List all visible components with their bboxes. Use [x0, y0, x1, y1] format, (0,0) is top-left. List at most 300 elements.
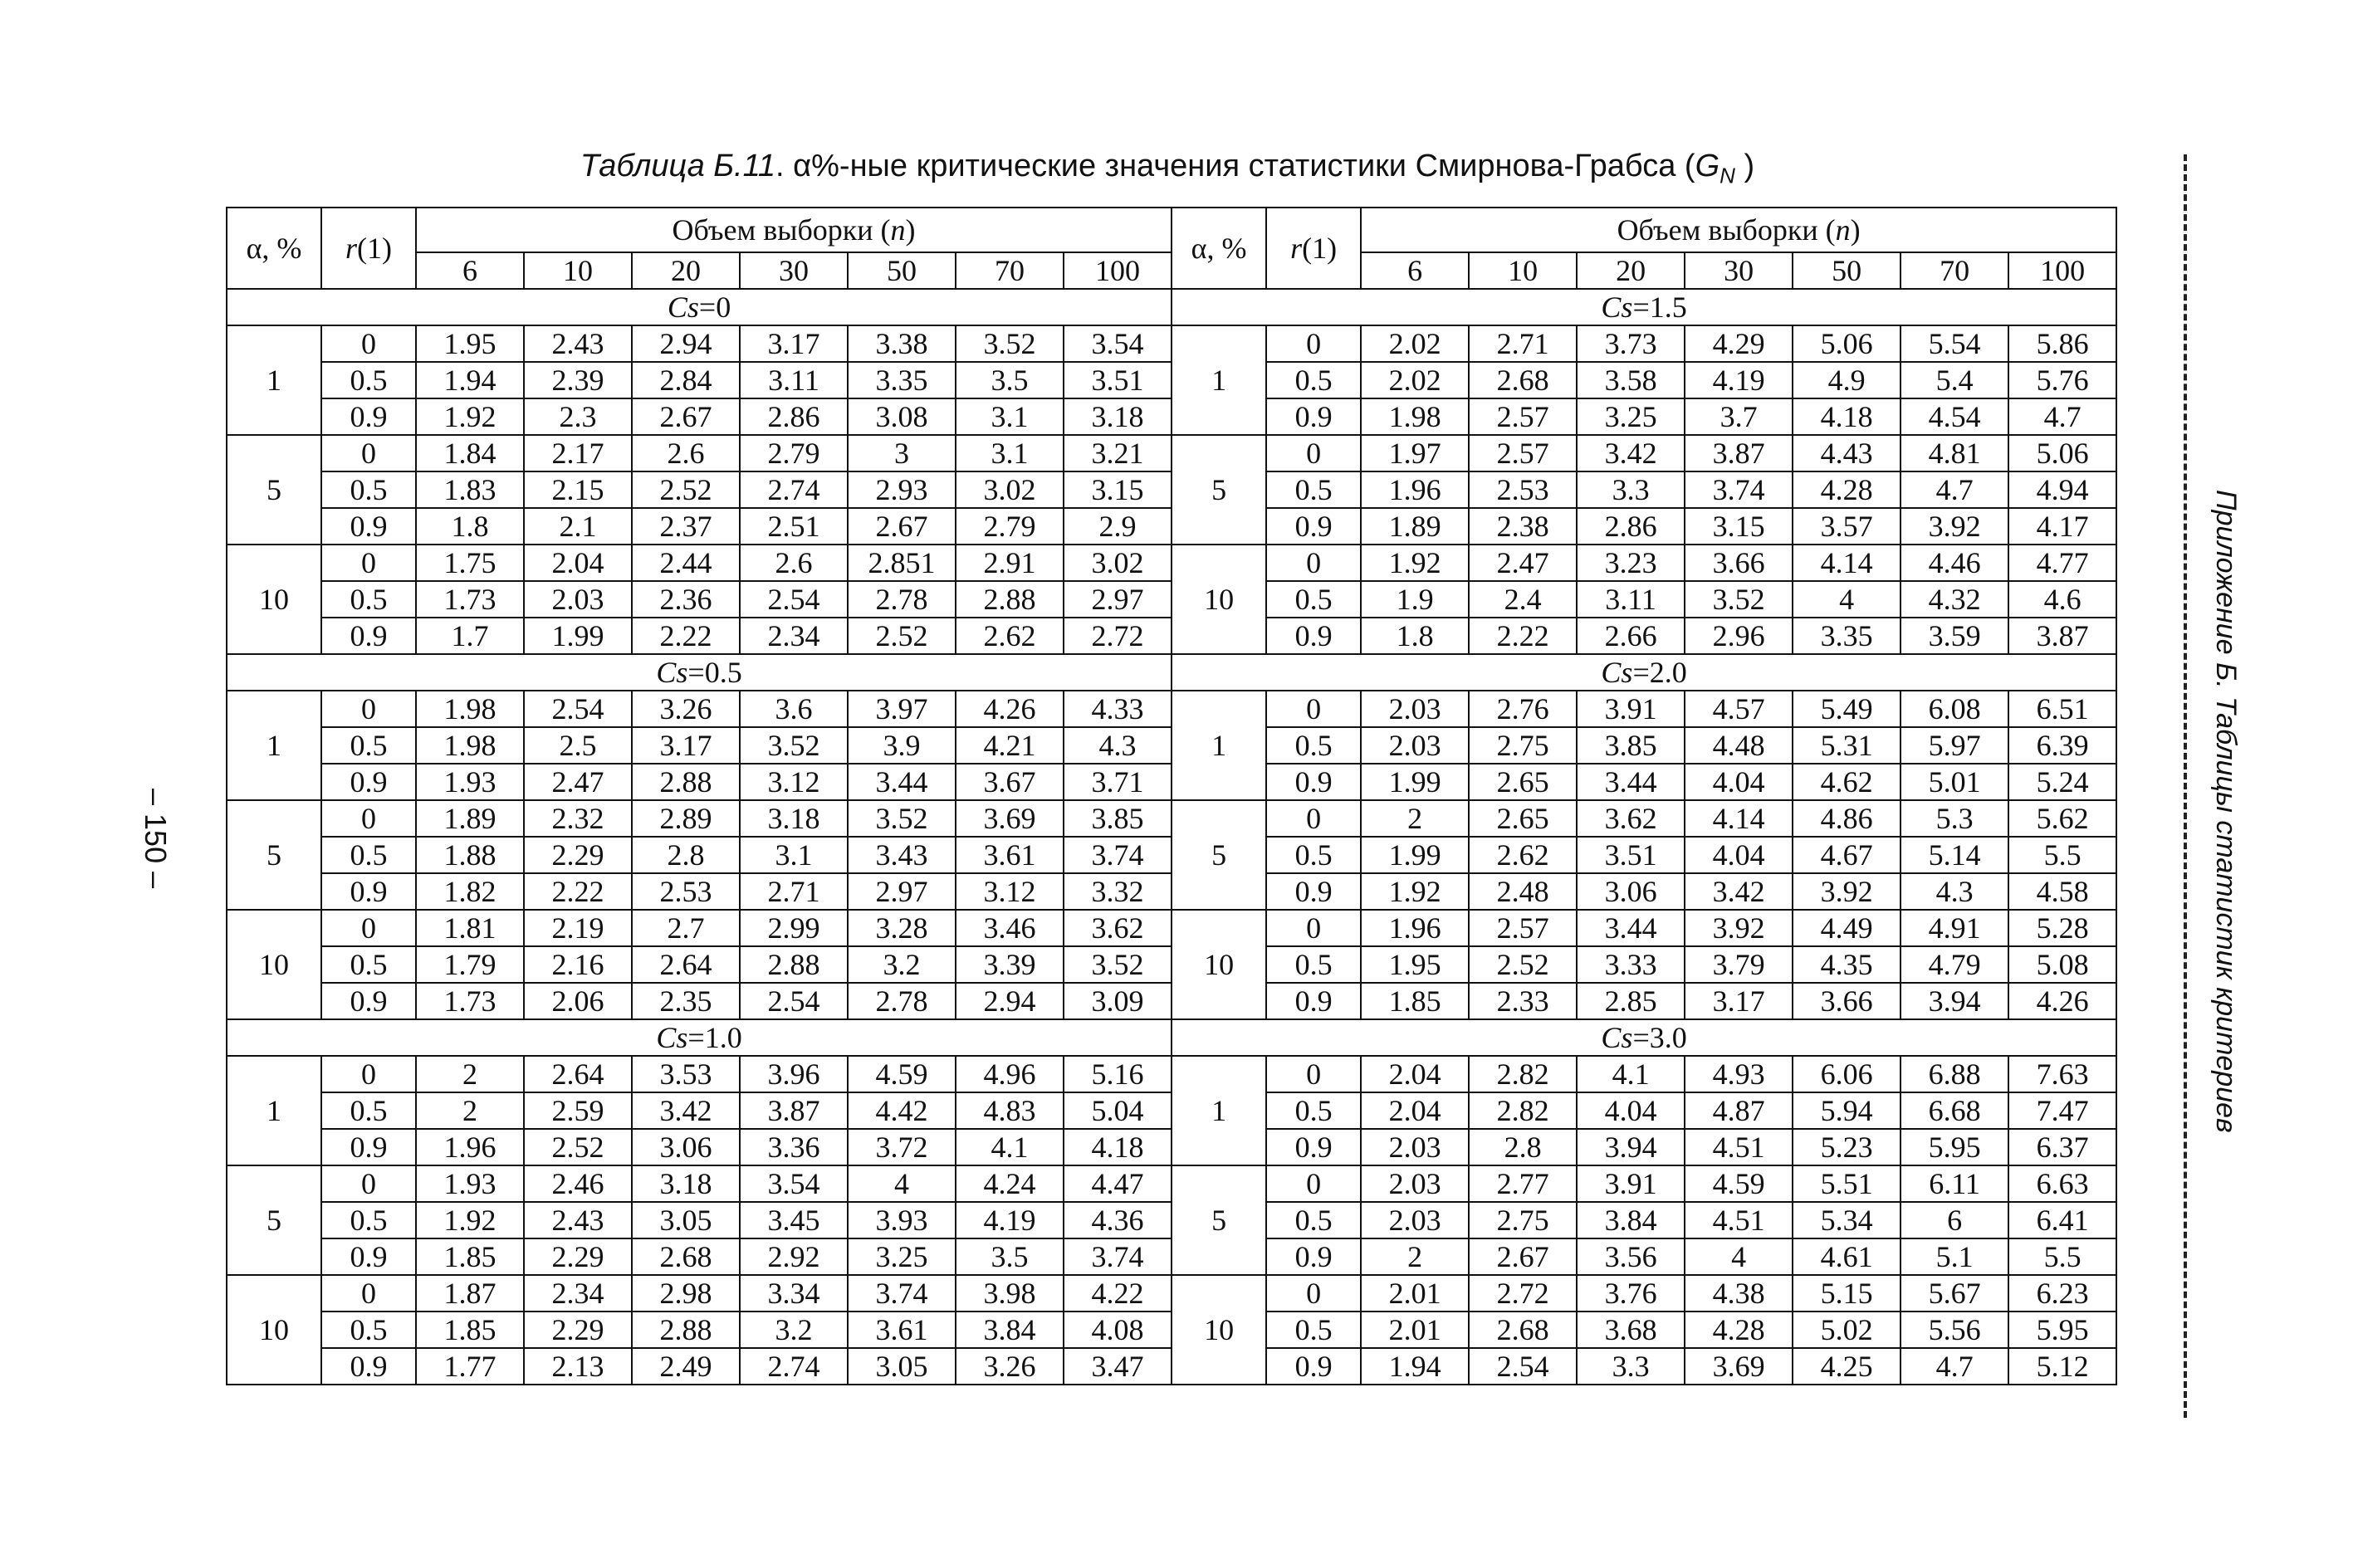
r-cell: 0.5: [321, 471, 416, 508]
r-cell: 0.9: [1266, 618, 1361, 654]
r-cell: 0.9: [321, 1129, 416, 1165]
value-cell: 3.47: [1064, 1348, 1172, 1385]
value-cell: 2.15: [524, 471, 632, 508]
r-cell: 0: [1266, 545, 1361, 581]
value-cell: 1.92: [1361, 873, 1469, 910]
value-cell: 2.38: [1469, 508, 1577, 545]
value-cell: 3.1: [956, 398, 1064, 435]
value-cell: 2.29: [524, 1312, 632, 1348]
value-cell: 4.3: [1064, 727, 1172, 764]
value-cell: 3.69: [956, 800, 1064, 837]
value-cell: 3.28: [848, 910, 956, 946]
r-cell: 0.5: [321, 727, 416, 764]
table-header: [227, 208, 2116, 289]
value-cell: 4.81: [1900, 435, 2008, 471]
r-cell: 0: [1266, 1275, 1361, 1312]
value-cell: 1.94: [416, 362, 524, 398]
value-cell: 1.99: [524, 618, 632, 654]
n-header: 50: [848, 252, 956, 289]
value-cell: 1.98: [416, 727, 524, 764]
value-cell: 6.41: [2008, 1202, 2116, 1238]
value-cell: 3.34: [740, 1275, 848, 1312]
value-cell: 2.72: [1469, 1275, 1577, 1312]
r-cell: 0: [321, 545, 416, 581]
value-cell: 3.42: [632, 1092, 740, 1129]
r-cell: 0.9: [321, 398, 416, 435]
n-header: 100: [1064, 252, 1172, 289]
value-cell: 2.92: [740, 1238, 848, 1275]
value-cell: 3.73: [1577, 325, 1685, 362]
value-cell: 2.22: [1469, 618, 1577, 654]
statistic-symbol: G: [1695, 149, 1720, 183]
value-cell: 2.74: [740, 1348, 848, 1385]
value-cell: 4.7: [1900, 471, 2008, 508]
r-cell: 0.5: [1266, 1202, 1361, 1238]
value-cell: 2.47: [524, 764, 632, 800]
value-cell: 2.9: [1064, 508, 1172, 545]
value-cell: 3.74: [848, 1275, 956, 1312]
value-cell: 4.22: [1064, 1275, 1172, 1312]
r-cell: 0.5: [321, 1092, 416, 1129]
value-cell: 3.61: [956, 837, 1064, 873]
value-cell: 4.24: [956, 1165, 1064, 1202]
value-cell: 5.86: [2008, 325, 2116, 362]
value-cell: 3.17: [632, 727, 740, 764]
cs-band-row: [227, 654, 2116, 691]
value-cell: 3.92: [1685, 910, 1793, 946]
value-cell: 3.05: [848, 1348, 956, 1385]
cs-band-label: Cs=1.5: [1172, 289, 2116, 325]
value-cell: 1.93: [416, 764, 524, 800]
value-cell: 2.86: [1577, 508, 1685, 545]
value-cell: 2.19: [524, 910, 632, 946]
r-cell: 0: [1266, 1056, 1361, 1092]
alpha-cell: 10: [1172, 910, 1266, 1019]
r-cell: 0.9: [321, 1238, 416, 1275]
value-cell: 2.52: [524, 1129, 632, 1165]
alpha-cell: 5: [227, 800, 321, 910]
value-cell: 5.49: [1793, 691, 1900, 727]
r-cell: 0.9: [321, 873, 416, 910]
value-cell: 5.54: [1900, 325, 2008, 362]
caption-close: ): [1734, 149, 1755, 183]
value-cell: 2.75: [1469, 1202, 1577, 1238]
value-cell: 3.11: [1577, 581, 1685, 618]
value-cell: 5.02: [1793, 1312, 1900, 1348]
value-cell: 1.84: [416, 435, 524, 471]
value-cell: 2.4: [1469, 581, 1577, 618]
value-cell: 4.04: [1685, 837, 1793, 873]
value-cell: 1.96: [1361, 471, 1469, 508]
value-cell: 2.8: [632, 837, 740, 873]
n-header: 6: [1361, 252, 1469, 289]
value-cell: 4.3: [1900, 873, 2008, 910]
value-cell: 4.54: [1900, 398, 2008, 435]
statistic-subscript: N: [1720, 163, 1735, 188]
value-cell: 5.4: [1900, 362, 2008, 398]
value-cell: 1.89: [416, 800, 524, 837]
r-cell: 0.5: [1266, 362, 1361, 398]
value-cell: 4.29: [1685, 325, 1793, 362]
value-cell: 3.68: [1577, 1312, 1685, 1348]
value-cell: 2.68: [632, 1238, 740, 1275]
value-cell: 5.3: [1900, 800, 2008, 837]
n-header: 10: [1469, 252, 1577, 289]
value-cell: 3: [848, 435, 956, 471]
value-cell: 3.66: [1685, 545, 1793, 581]
value-cell: 3.71: [1064, 764, 1172, 800]
value-cell: 3.96: [740, 1056, 848, 1092]
value-cell: 3.12: [956, 873, 1064, 910]
value-cell: 2.67: [632, 398, 740, 435]
value-cell: 2.85: [1577, 983, 1685, 1019]
value-cell: 2.8: [1469, 1129, 1577, 1165]
value-cell: 3.32: [1064, 873, 1172, 910]
value-cell: 3.05: [632, 1202, 740, 1238]
value-cell: 2: [416, 1092, 524, 1129]
value-cell: 1.87: [416, 1275, 524, 1312]
value-cell: 5.24: [2008, 764, 2116, 800]
value-cell: 1.89: [1361, 508, 1469, 545]
value-cell: 2.74: [740, 471, 848, 508]
value-cell: 4.38: [1685, 1275, 1793, 1312]
n-header: 10: [524, 252, 632, 289]
value-cell: 1.85: [1361, 983, 1469, 1019]
value-cell: 2.35: [632, 983, 740, 1019]
value-cell: 4.7: [2008, 398, 2116, 435]
n-header: 100: [2008, 252, 2116, 289]
value-cell: 4.14: [1793, 545, 1900, 581]
cs-band-row: [227, 289, 2116, 325]
cs-band-row: [227, 1019, 2116, 1056]
value-cell: 3.66: [1793, 983, 1900, 1019]
value-cell: 3.91: [1577, 691, 1685, 727]
value-cell: 2.52: [632, 471, 740, 508]
alpha-cell: 1: [227, 691, 321, 800]
r-cell: 0.5: [1266, 471, 1361, 508]
value-cell: 3.5: [956, 1238, 1064, 1275]
value-cell: 1.9: [1361, 581, 1469, 618]
value-cell: 2.97: [1064, 581, 1172, 618]
sample-size-header: Объем выборки (n): [1361, 208, 2116, 252]
value-cell: 3.2: [848, 946, 956, 983]
table-row: [227, 325, 2116, 362]
r-cell: 0.9: [321, 764, 416, 800]
value-cell: 3.26: [956, 1348, 1064, 1385]
value-cell: 5.28: [2008, 910, 2116, 946]
value-cell: 2.46: [524, 1165, 632, 1202]
value-cell: 5.5: [2008, 1238, 2116, 1275]
r-cell: 0.9: [321, 1348, 416, 1385]
value-cell: 2.03: [1361, 1202, 1469, 1238]
value-cell: 2.64: [524, 1056, 632, 1092]
r-cell: 0.9: [321, 983, 416, 1019]
value-cell: 3.35: [848, 362, 956, 398]
value-cell: 3.15: [1064, 471, 1172, 508]
value-cell: 2.75: [1469, 727, 1577, 764]
value-cell: 3.62: [1064, 910, 1172, 946]
value-cell: 6: [1900, 1202, 2008, 1238]
r-cell: 0.5: [1266, 1092, 1361, 1129]
value-cell: 5.94: [1793, 1092, 1900, 1129]
value-cell: 2.67: [1469, 1238, 1577, 1275]
value-cell: 2.7: [632, 910, 740, 946]
value-cell: 4.36: [1064, 1202, 1172, 1238]
value-cell: 1.92: [416, 1202, 524, 1238]
cs-band-label: Cs=0: [227, 289, 1172, 325]
value-cell: 2.98: [632, 1275, 740, 1312]
value-cell: 4.9: [1793, 362, 1900, 398]
value-cell: 4.08: [1064, 1312, 1172, 1348]
r-header: r(1): [1266, 208, 1361, 289]
value-cell: 5.01: [1900, 764, 2008, 800]
value-cell: 4.1: [956, 1129, 1064, 1165]
value-cell: 3.39: [956, 946, 1064, 983]
n-header: 70: [1900, 252, 2008, 289]
value-cell: 3.44: [1577, 764, 1685, 800]
value-cell: 3.2: [740, 1312, 848, 1348]
r-cell: 0: [1266, 1165, 1361, 1202]
value-cell: 2.72: [1064, 618, 1172, 654]
value-cell: 2.6: [740, 545, 848, 581]
value-cell: 3.17: [740, 325, 848, 362]
value-cell: 4.62: [1793, 764, 1900, 800]
alpha-header: α, %: [227, 208, 321, 289]
cs-band-label: Cs=2.0: [1172, 654, 2116, 691]
value-cell: 1.98: [1361, 398, 1469, 435]
caption-text: . α%-ные критические значения статистики Смирнова-Грабса (: [775, 149, 1695, 183]
value-cell: 2.91: [956, 545, 1064, 581]
critical-values-table: [226, 207, 2117, 1385]
value-cell: 2.71: [1469, 325, 1577, 362]
value-cell: 2.03: [1361, 1129, 1469, 1165]
value-cell: 2.62: [956, 618, 1064, 654]
value-cell: 2.06: [524, 983, 632, 1019]
value-cell: 2.851: [848, 545, 956, 581]
value-cell: 1.81: [416, 910, 524, 946]
r-cell: 0: [1266, 691, 1361, 727]
value-cell: 3.3: [1577, 471, 1685, 508]
n-header: 70: [956, 252, 1064, 289]
value-cell: 2.65: [1469, 764, 1577, 800]
r-cell: 0.5: [1266, 581, 1361, 618]
value-cell: 5.97: [1900, 727, 2008, 764]
n-header: 6: [416, 252, 524, 289]
value-cell: 3.45: [740, 1202, 848, 1238]
value-cell: 3.79: [1685, 946, 1793, 983]
value-cell: 2.3: [524, 398, 632, 435]
value-cell: 1.8: [1361, 618, 1469, 654]
value-cell: 1.85: [416, 1312, 524, 1348]
alpha-cell: 10: [227, 910, 321, 1019]
value-cell: 3.84: [1577, 1202, 1685, 1238]
value-cell: 3.54: [1064, 325, 1172, 362]
value-cell: 3.93: [848, 1202, 956, 1238]
r-cell: 0.9: [1266, 764, 1361, 800]
value-cell: 3.02: [1064, 545, 1172, 581]
value-cell: 4.91: [1900, 910, 2008, 946]
value-cell: 2.78: [848, 983, 956, 1019]
alpha-cell: 5: [1172, 800, 1266, 910]
alpha-header: α, %: [1172, 208, 1266, 289]
value-cell: 3.74: [1685, 471, 1793, 508]
value-cell: 2.57: [1469, 435, 1577, 471]
value-cell: 3.53: [632, 1056, 740, 1092]
value-cell: 2.82: [1469, 1092, 1577, 1129]
value-cell: 4.25: [1793, 1348, 1900, 1385]
value-cell: 1.7: [416, 618, 524, 654]
value-cell: 4.43: [1793, 435, 1900, 471]
r-cell: 0: [321, 1056, 416, 1092]
table-caption: [226, 146, 2109, 196]
table-body: [227, 289, 2116, 1385]
r-cell: 0: [1266, 435, 1361, 471]
value-cell: 3.06: [1577, 873, 1685, 910]
value-cell: 3.5: [956, 362, 1064, 398]
value-cell: 2.6: [632, 435, 740, 471]
cs-band-label: Cs=0.5: [227, 654, 1172, 691]
value-cell: 3.3: [1577, 1348, 1685, 1385]
value-cell: 2.99: [740, 910, 848, 946]
value-cell: 6.68: [1900, 1092, 2008, 1129]
value-cell: 2.39: [524, 362, 632, 398]
value-cell: 4.51: [1685, 1129, 1793, 1165]
value-cell: 4.21: [956, 727, 1064, 764]
value-cell: 4.86: [1793, 800, 1900, 837]
r-cell: 0.5: [321, 362, 416, 398]
value-cell: 2.01: [1361, 1312, 1469, 1348]
value-cell: 2.29: [524, 837, 632, 873]
r-cell: 0.5: [321, 1312, 416, 1348]
value-cell: 2.1: [524, 508, 632, 545]
value-cell: 6.63: [2008, 1165, 2116, 1202]
value-cell: 2.5: [524, 727, 632, 764]
value-cell: 3.59: [1900, 618, 2008, 654]
value-cell: 6.88: [1900, 1056, 2008, 1092]
value-cell: 2.33: [1469, 983, 1577, 1019]
value-cell: 3.52: [1064, 946, 1172, 983]
value-cell: 3.58: [1577, 362, 1685, 398]
value-cell: 2.62: [1469, 837, 1577, 873]
value-cell: 4.14: [1685, 800, 1793, 837]
value-cell: 3.9: [848, 727, 956, 764]
value-cell: 2.67: [848, 508, 956, 545]
value-cell: 2.77: [1469, 1165, 1577, 1202]
value-cell: 2.68: [1469, 1312, 1577, 1348]
value-cell: 2.22: [632, 618, 740, 654]
alpha-cell: 5: [227, 435, 321, 545]
value-cell: 3.09: [1064, 983, 1172, 1019]
value-cell: 2.57: [1469, 910, 1577, 946]
value-cell: 5.34: [1793, 1202, 1900, 1238]
table-row: [227, 691, 2116, 727]
value-cell: 2.86: [740, 398, 848, 435]
r-cell: 0.9: [1266, 873, 1361, 910]
value-cell: 2.68: [1469, 362, 1577, 398]
value-cell: 3.67: [956, 764, 1064, 800]
value-cell: 2.02: [1361, 362, 1469, 398]
alpha-cell: 1: [227, 1056, 321, 1165]
value-cell: 4.83: [956, 1092, 1064, 1129]
value-cell: 3.85: [1577, 727, 1685, 764]
r-cell: 0.5: [1266, 1312, 1361, 1348]
value-cell: 3.74: [1064, 1238, 1172, 1275]
value-cell: 3.94: [1577, 1129, 1685, 1165]
r-cell: 0.9: [321, 508, 416, 545]
value-cell: 6.51: [2008, 691, 2116, 727]
value-cell: 3.43: [848, 837, 956, 873]
value-cell: 3.18: [1064, 398, 1172, 435]
value-cell: 2.54: [524, 691, 632, 727]
value-cell: 3.76: [1577, 1275, 1685, 1312]
value-cell: 1.82: [416, 873, 524, 910]
value-cell: 2.37: [632, 508, 740, 545]
value-cell: 4.6: [2008, 581, 2116, 618]
value-cell: 1.85: [416, 1238, 524, 1275]
value-cell: 4.33: [1064, 691, 1172, 727]
value-cell: 5.04: [1064, 1092, 1172, 1129]
value-cell: 1.96: [416, 1129, 524, 1165]
r-cell: 0.5: [321, 1202, 416, 1238]
value-cell: 5.06: [1793, 325, 1900, 362]
value-cell: 5.16: [1064, 1056, 1172, 1092]
value-cell: 4.48: [1685, 727, 1793, 764]
value-cell: 1.92: [1361, 545, 1469, 581]
value-cell: 6.06: [1793, 1056, 1900, 1092]
value-cell: 3.33: [1577, 946, 1685, 983]
value-cell: 5.12: [2008, 1348, 2116, 1385]
value-cell: 6.23: [2008, 1275, 2116, 1312]
value-cell: 2.88: [632, 1312, 740, 1348]
value-cell: 3.42: [1577, 435, 1685, 471]
value-cell: 2: [1361, 800, 1469, 837]
value-cell: 3.42: [1685, 873, 1793, 910]
value-cell: 5.62: [2008, 800, 2116, 837]
value-cell: 2.82: [1469, 1056, 1577, 1092]
value-cell: 4.79: [1900, 946, 2008, 983]
value-cell: 3.1: [740, 837, 848, 873]
value-cell: 3.52: [848, 800, 956, 837]
value-cell: 3.02: [956, 471, 1064, 508]
r-cell: 0.5: [321, 837, 416, 873]
value-cell: 2.96: [1685, 618, 1793, 654]
value-cell: 4.04: [1685, 764, 1793, 800]
value-cell: 2.66: [1577, 618, 1685, 654]
table-row: [227, 910, 2116, 946]
running-head: Приложение Б. Таблицы статистик критериев: [2210, 490, 2242, 1133]
value-cell: 1.99: [1361, 837, 1469, 873]
value-cell: 3.94: [1900, 983, 2008, 1019]
value-cell: 5.95: [1900, 1129, 2008, 1165]
value-cell: 1.94: [1361, 1348, 1469, 1385]
value-cell: 7.63: [2008, 1056, 2116, 1092]
value-cell: 4.32: [1900, 581, 2008, 618]
value-cell: 3.25: [848, 1238, 956, 1275]
value-cell: 2.59: [524, 1092, 632, 1129]
value-cell: 4.7: [1900, 1348, 2008, 1385]
value-cell: 4.19: [1685, 362, 1793, 398]
value-cell: 2.52: [848, 618, 956, 654]
value-cell: 5.23: [1793, 1129, 1900, 1165]
value-cell: 1.97: [1361, 435, 1469, 471]
value-cell: 4.59: [848, 1056, 956, 1092]
n-header: 20: [1577, 252, 1685, 289]
r-cell: 0: [321, 1275, 416, 1312]
value-cell: 1.79: [416, 946, 524, 983]
r-cell: 0: [321, 435, 416, 471]
value-cell: 3.87: [2008, 618, 2116, 654]
r-cell: 0.5: [1266, 727, 1361, 764]
